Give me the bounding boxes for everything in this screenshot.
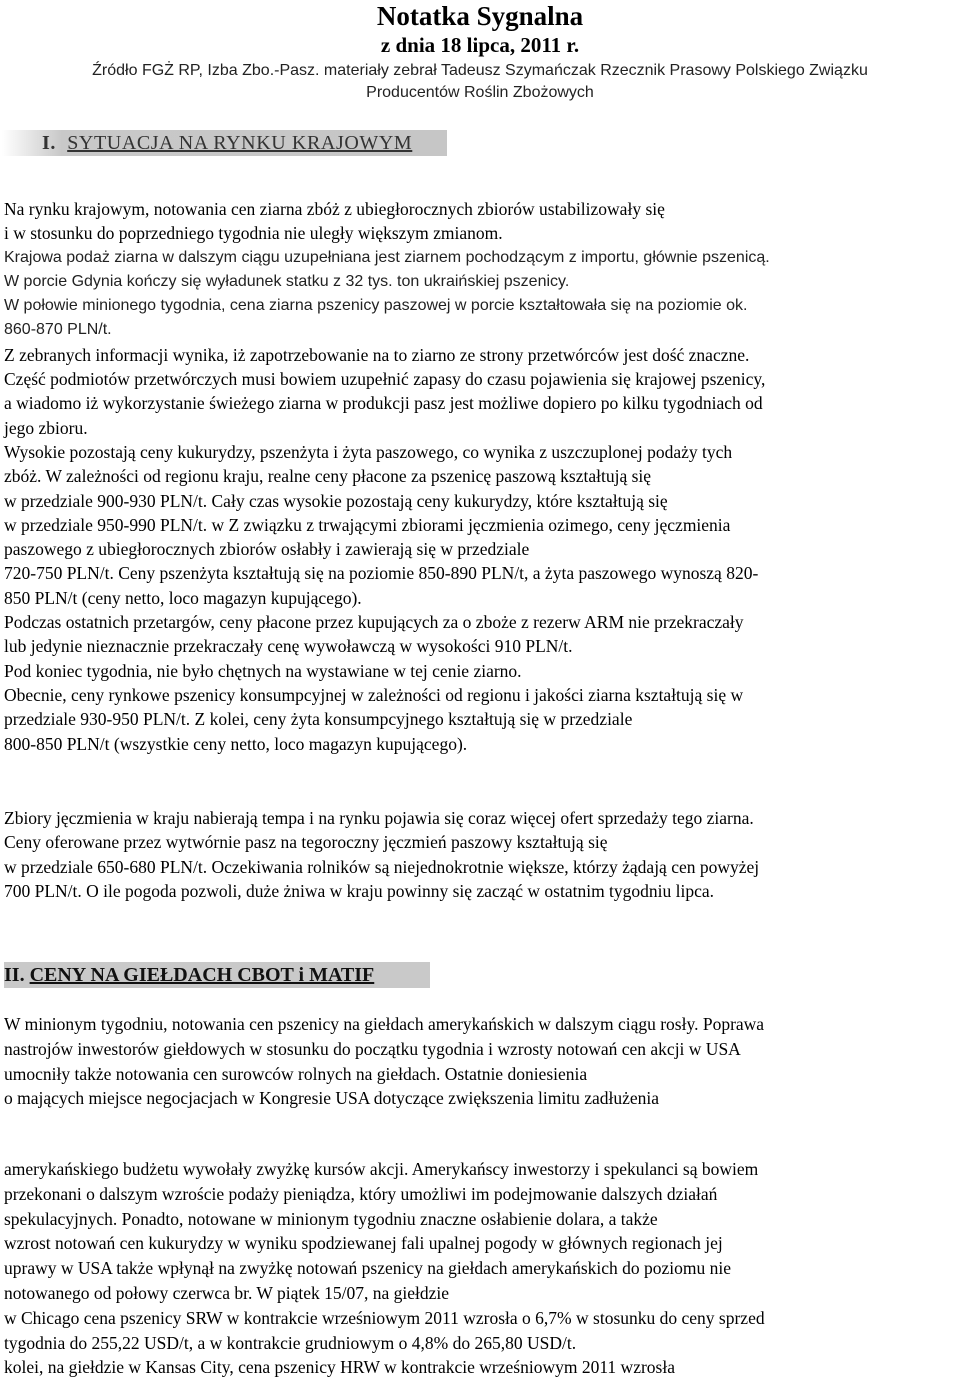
text-line: wzrost notowań cen kukurydzy w wyniku spodziewanej fali upalnej pogody w głównych regionach jej xyxy=(4,1233,723,1254)
text-line: 860-870 PLN/t. xyxy=(4,321,112,339)
document-date: z dnia 18 lipca, 2011 r. xyxy=(380,33,580,57)
text-line: W minionym tygodniu, notowania cen pszenicy na giełdach amerykańskich w dalszym ciągu rosły. Poprawa xyxy=(4,1014,765,1034)
text-line: w przedziale 900-930 PLN/t. Cały czas wysokie pozostają ceny kukurydzy, które kształtują się xyxy=(4,490,668,511)
text-line: spekulacyjnych. Ponadto, notowane w minionym tygodniu znaczne osłabienie dolara, a także xyxy=(4,1208,658,1229)
text-line: Obecnie, ceny rynkowe pszenicy konsumpcyjnej w zależności od regionu i jakości ziarna kształtują się w xyxy=(4,684,744,705)
text-line: 720-750 PLN/t. Ceny pszenżyta kształtują się na poziomie 850-890 PLN/t, a żyta paszowego wynoszą 820- xyxy=(4,563,759,584)
text-line: przekonani o dalszym wzroście podaży pieniądza, który umożliwi im podejmowanie dalszych działań xyxy=(4,1183,718,1204)
section-title: CENY NA GIEŁDACH CBOT i MATIF xyxy=(29,964,375,986)
section-number: II. xyxy=(4,964,25,986)
text-line: umocniły także notowania cen surowców rolnych na giełdach. Ostatnie doniesienia xyxy=(4,1063,588,1084)
text-line: uprawy w USA także wpłynął na zwyżkę notowań pszenicy na giełdach amerykańskich do poziomu nie xyxy=(4,1258,732,1279)
text-line: kolei, na giełdzie w Kansas City, cena pszenicy HRW w kontrakcie wrześniowym 2011 wzrosła xyxy=(4,1357,675,1378)
text-line: Część podmiotów przetwórczych musi bowiem uzupełnić zapasy do czasu pojawienia się krajowej pszenicy, xyxy=(4,369,766,390)
paragraph-block-exchanges xyxy=(4,1012,956,1111)
text-line: w przedziale 950-990 PLN/t. w Z związku z trwającymi zbiorami jęczmienia ozimego, ceny jęczmienia xyxy=(4,514,731,535)
document-title: Notatka Sygnalna xyxy=(376,1,584,31)
paragraph-block-exchanges-continued xyxy=(4,1157,956,1380)
text-line: 800-850 PLN/t (wszystkie ceny netto, loco magazyn kupującego). xyxy=(4,733,468,754)
source-note xyxy=(0,60,960,104)
source-line: Źródło FGŻ RP, Izba Zbo.-Pasz. materiały zebrał Tadeusz Szymańczak Rzecznik Prasowy Polskiego Związku xyxy=(92,62,868,79)
text-line: paszowego z ubiegłorocznych zbiorów osłabły i zawierają się w przedziale xyxy=(4,539,530,560)
text-line: Pod koniec tygodnia, nie było chętnych na wystawiane w tej cenie ziarno. xyxy=(4,660,522,681)
text-line: w Chicago cena pszenicy SRW w kontrakcie wrześniowym 2011 wzrosła o 6,7% w stosunku do ceny sprzed xyxy=(4,1307,765,1328)
text-line: W porcie Gdynia kończy się wyładunek statku z 32 tys. ton ukraińskiej pszenicy. xyxy=(4,272,570,290)
section-title: SYTUACJA NA RYNKU KRAJOWYM xyxy=(67,132,413,154)
text-line: W połowie minionego tygodnia, cena ziarna pszenicy paszowej w porcie kształtowała się na poziomie ok. xyxy=(4,297,748,315)
text-line: Podczas ostatnich przetargów, ceny płacone przez kupujących za o zboże z rezerw ARM nie przekraczały xyxy=(4,612,744,633)
text-line: Krajowa podaż ziarna w dalszym ciągu uzupełniana jest ziarnem pochodzącym z importu, głównie pszenicą. xyxy=(4,248,770,266)
paragraph-block-domestic-market xyxy=(4,197,956,756)
text-line: Ceny oferowane przez wytwórnie pasz na tegoroczny jęczmień paszowy kształtują się xyxy=(4,832,608,853)
text-line: lub jedynie nieznacznie przekraczały cenę wywoławczą w wysokości 910 PLN/t. xyxy=(4,636,573,657)
text-line: Z zebranych informacji wynika, iż zapotrzebowanie na to ziarno ze strony przetwórców jest dość znaczne. xyxy=(4,344,750,365)
source-line: Producentów Roślin Zbożowych xyxy=(366,84,594,101)
paragraph-block-barley xyxy=(4,806,956,903)
text-line: Zbiory jęczmienia w kraju nabierają tempa i na rynku pojawia się coraz więcej ofert sprzedaży tego ziarna. xyxy=(4,808,754,828)
text-line: i w stosunku do poprzedniego tygodnia nie uległy większym zmianom. xyxy=(4,223,503,244)
text-line: jego zbioru. xyxy=(4,417,88,438)
text-line: Na rynku krajowym, notowania cen ziarna zbóż z ubiegłorocznych zbiorów ustabilizowały się xyxy=(4,199,665,219)
section-heading-2 xyxy=(4,962,430,988)
text-line: przedziale 930-950 PLN/t. Z kolei, ceny żyta konsumpcyjnego kształtują się w przedziale xyxy=(4,709,633,730)
text-line: w przedziale 650-680 PLN/t. Oczekiwania rolników są niejednokrotnie większe, którzy żądają cen powyżej xyxy=(4,856,760,877)
text-line: o mających miejsce negocjacjach w Kongresie USA dotyczące zwiększenia limitu zadłużenia xyxy=(4,1088,660,1109)
section-number: I. xyxy=(42,132,56,154)
text-line: nastrojów inwestorów giełdowych w stosunku do początku tygodnia i wzrosty notowań cen akcji w USA xyxy=(4,1038,741,1059)
text-line: 700 PLN/t. O ile pogoda pozwoli, duże żniwa w kraju powinny się zacząć w ostatnim tygodniu lipca. xyxy=(4,880,715,901)
text-line: tygodnia do 255,22 USD/t, a w kontrakcie grudniowym o 4,8% do 265,80 USD/t. xyxy=(4,1332,577,1353)
text-line: amerykańskiego budżetu wywołały zwyżkę kursów akcji. Amerykańscy inwestorzy i spekulanci są bowiem xyxy=(4,1159,759,1179)
section-heading-1 xyxy=(2,130,447,156)
text-line: zbóż. W zależności od regionu kraju, realne ceny płacone za pszenicę paszową kształtują się xyxy=(4,466,652,487)
text-line: notowanego od połowy czerwca br. W piątek 15/07, na giełdzie xyxy=(4,1282,449,1303)
text-line: 850 PLN/t (ceny netto, loco magazyn kupującego). xyxy=(4,587,362,608)
text-line: Wysokie pozostają ceny kukurydzy, pszenżyta i żyta paszowego, co wynika z uszczuplonej podaży tych xyxy=(4,441,733,462)
text-line: a wiadomo iż wykorzystanie świeżego ziarna w produkcji pasz jest możliwe dopiero po kilku tygodniach od xyxy=(4,393,763,414)
